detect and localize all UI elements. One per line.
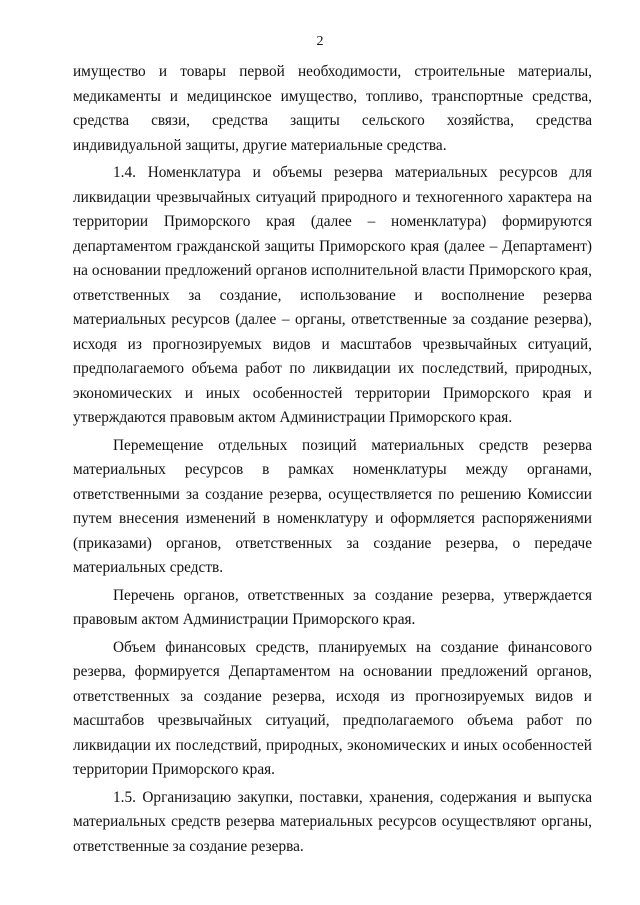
paragraph-1-4: 1.4. Номенклатура и объемы резерва материальных ресурсов для ликвидации чрезвычайных ситуаций природного и техногенного характера на территории Приморского края (далее – номенклатура) формируются департаментом гражданской защиты Приморского края (далее – Департамент) на основании предложений органов исполнительной власти Приморского края, ответственных за создание, использование и восполнение резерва материальных ресурсов (далее – органы, ответственные за создание резерва), исходя из прогнозируемых видов и масштабов чрезвычайных ситуаций, предполагаемого объема работ по ликвидации их последствий, природных, экономических и иных особенностей территории Приморского края и утверждаются правовым актом Администрации Приморского края.	[73, 164, 592, 426]
document-body	[73, 60, 592, 859]
paragraph-list-of-bodies: Перечень органов, ответственных за создание резерва, утверждается правовым актом Администрации Приморского края.	[73, 586, 592, 628]
paragraph-relocation: Перемещение отдельных позиций материальных средств резерва материальных ресурсов в рамках номенклатуры между органами, ответственными за создание резерва, осуществляется по решению Комиссии путем внесения изменений в номенклатуру и оформляется распоряжениями (приказами) органов, ответственных за создание резерва, о передаче материальных средств.	[73, 436, 592, 576]
paragraph-continuation: имущество и товары первой необходимости, строительные материалы, медикаменты и медицинское имущество, топливо, транспортные средства, средства связи, средства защиты сельского хозяйства, средства индивидуальной защиты, другие материальные средства.	[73, 63, 592, 154]
paragraph-1-5: 1.5. Организацию закупки, поставки, хранения, содержания и выпуска материальных средств резерва материальных ресурсов осуществляют органы, ответственные за создание резерва.	[73, 788, 592, 855]
paragraph-financial-reserve: Объем финансовых средств, планируемых на создание финансового резерва, формируется Департаментом на основании предложений органов, ответственных за создание резерва, исходя из прогнозируемых видов и масштабов чрезвычайных ситуаций, предполагаемого объема работ по ликвидации их последствий, природных, экономических и иных особенностей территории Приморского края.	[73, 638, 592, 778]
page-number: 2	[316, 34, 324, 49]
